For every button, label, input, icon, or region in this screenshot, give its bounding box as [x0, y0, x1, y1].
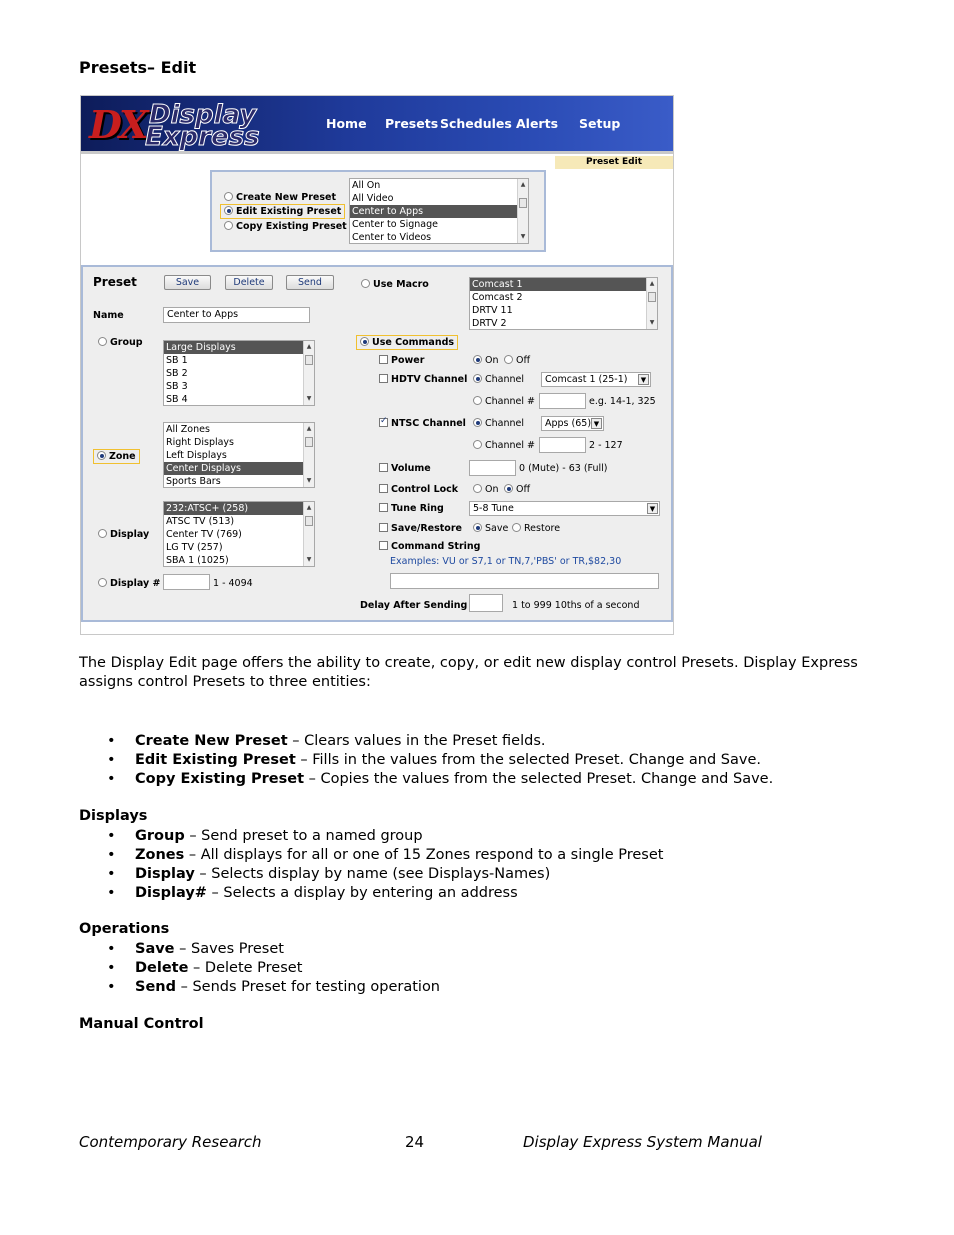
command-string-input[interactable]	[390, 573, 659, 589]
nav-schedules[interactable]: Schedules	[440, 116, 512, 131]
use-macro-option[interactable]: Use Macro	[361, 279, 429, 290]
arrow-down-icon[interactable]: ▼	[306, 477, 312, 484]
page-tab: Preset Edit	[555, 156, 673, 169]
list-item[interactable]: Center TV (769)	[166, 529, 242, 540]
volume-hint: 0 (Mute) - 63 (Full)	[519, 463, 608, 474]
radio-icon[interactable]	[361, 279, 370, 288]
arrow-up-icon[interactable]: ▲	[649, 280, 655, 287]
list-item[interactable]: DRTV 2	[472, 318, 507, 329]
scroll-thumb[interactable]	[305, 437, 313, 447]
logo-line2: Express	[145, 122, 260, 152]
displays-bullet-list	[79, 827, 663, 903]
list-item[interactable]: 232:ATSC+ (258)	[164, 502, 314, 515]
arrow-down-icon[interactable]: ▼	[306, 556, 312, 563]
nav-alerts[interactable]: Alerts	[516, 116, 559, 131]
save-restore-row[interactable]: Save/Restore	[379, 523, 462, 534]
chevron-down-icon[interactable]: ▼	[638, 374, 649, 385]
list-item: • Save – Saves Preset	[79, 940, 440, 959]
radio-icon[interactable]	[473, 374, 482, 383]
display-list[interactable]	[163, 501, 315, 567]
scrollbar[interactable]	[646, 278, 657, 329]
arrow-up-icon[interactable]: ▲	[306, 425, 312, 432]
delay-label: Delay After Sending	[360, 600, 468, 611]
preset-form-panel	[81, 265, 673, 622]
list-item[interactable]: Sports Bars	[166, 476, 221, 487]
ntsc-row[interactable]: ✓NTSC Channel	[379, 418, 466, 429]
scrollbar[interactable]	[303, 341, 314, 405]
chevron-down-icon[interactable]: ▼	[591, 418, 602, 429]
scroll-thumb[interactable]	[305, 516, 313, 526]
arrow-up-icon[interactable]: ▲	[306, 504, 312, 511]
radio-icon[interactable]	[473, 396, 482, 405]
tune-ring-select[interactable]: 5-8 Tune ▼	[469, 501, 660, 516]
lock-off-option[interactable]: Off	[504, 484, 530, 495]
arrow-down-icon[interactable]: ▼	[520, 233, 526, 240]
radio-icon[interactable]	[512, 523, 521, 532]
arrow-up-icon[interactable]: ▲	[306, 343, 312, 350]
hdtv-hint: e.g. 14-1, 325	[589, 396, 656, 407]
arrow-up-icon[interactable]: ▲	[520, 181, 526, 188]
checkbox-icon[interactable]	[379, 418, 388, 427]
scrollbar[interactable]	[303, 423, 314, 487]
list-item: • Group – Send preset to a named group	[79, 827, 663, 846]
scrollbar[interactable]	[517, 179, 528, 243]
copy-existing-option[interactable]: Copy Existing Preset	[224, 221, 347, 232]
list-item: • Delete – Delete Preset	[79, 959, 440, 978]
command-string-row[interactable]: Command String	[379, 541, 480, 552]
operations-bullet-list	[79, 940, 440, 997]
form-title: Preset	[93, 275, 137, 289]
power-off-option[interactable]: Off	[504, 355, 530, 366]
scroll-thumb[interactable]	[519, 198, 527, 208]
logo-dx: DX	[89, 102, 146, 147]
delay-hint: 1 to 999 10ths of a second	[512, 600, 640, 611]
checkbox-icon[interactable]	[379, 503, 388, 512]
list-item[interactable]: ATSC TV (513)	[166, 516, 235, 527]
list-item[interactable]: All On	[352, 180, 381, 191]
group-option[interactable]: Group	[98, 337, 143, 348]
display-num-input[interactable]	[163, 574, 210, 590]
list-item: • Send – Sends Preset for testing operation	[79, 978, 440, 997]
save-button[interactable]: Save	[164, 275, 211, 290]
radio-icon[interactable]	[98, 578, 107, 587]
nav-home[interactable]: Home	[326, 116, 367, 131]
list-item[interactable]: Center to Videos	[352, 232, 432, 243]
list-item[interactable]: Center Displays	[164, 462, 314, 475]
radio-icon[interactable]	[97, 451, 106, 460]
list-item[interactable]: SB 3	[166, 381, 188, 392]
ntsc-channel-select[interactable]: Apps (65) ▼	[541, 416, 604, 431]
delete-button[interactable]: Delete	[225, 275, 273, 290]
checkbox-icon[interactable]	[379, 541, 388, 550]
radio-icon[interactable]	[473, 523, 482, 532]
nav-presets[interactable]: Presets	[385, 116, 439, 131]
display-option[interactable]: Display	[98, 529, 149, 540]
power-row[interactable]: Power	[379, 355, 424, 366]
list-item[interactable]: Center to Signage	[352, 219, 438, 230]
list-item[interactable]: Comcast 1	[470, 278, 657, 291]
use-commands-option[interactable]: Use Commands	[356, 335, 458, 350]
ntsc-channel-num-option[interactable]: Channel #	[473, 440, 535, 451]
edit-existing-option[interactable]: Edit Existing Preset	[220, 204, 345, 219]
radio-icon[interactable]	[360, 337, 369, 346]
list-item: • Create New Preset – Clears values in the Preset fields.	[79, 732, 773, 751]
display-num-option[interactable]: Display #	[98, 578, 160, 589]
footer-right: Display Express System Manual	[523, 1133, 762, 1151]
volume-input[interactable]	[469, 460, 516, 476]
list-item: • Zones – All displays for all or one of 15 Zones respond to a single Preset	[79, 846, 663, 865]
command-examples: Examples: VU or S7,1 or TN,7,'PBS' or TR,$82,30	[390, 556, 622, 567]
restore-option[interactable]: Restore	[512, 523, 560, 534]
mode-panel	[210, 170, 546, 252]
zone-list[interactable]	[163, 422, 315, 488]
list-item[interactable]: Left Displays	[166, 450, 227, 461]
list-item[interactable]: All Video	[352, 193, 394, 204]
radio-icon[interactable]	[473, 355, 482, 364]
ntsc-channel-num-input[interactable]	[539, 437, 586, 453]
ntsc-channel-option[interactable]: Channel	[473, 418, 524, 429]
list-item[interactable]: Comcast 2	[472, 292, 523, 303]
scrollbar[interactable]	[303, 502, 314, 566]
list-item[interactable]: Center to Apps	[350, 205, 528, 218]
preset-list[interactable]	[349, 178, 529, 244]
arrow-down-icon[interactable]: ▼	[649, 319, 655, 326]
operations-heading: Operations	[79, 921, 170, 937]
page-number: 24	[405, 1133, 425, 1151]
radio-icon[interactable]	[224, 206, 233, 215]
ntsc-hint: 2 - 127	[589, 440, 623, 451]
zone-option[interactable]: Zone	[93, 449, 140, 464]
list-item[interactable]: LG TV (257)	[166, 542, 223, 553]
app-banner	[81, 96, 673, 154]
logo-line1: Display	[149, 100, 257, 130]
list-item[interactable]: Large Displays	[164, 341, 314, 354]
hdtv-row[interactable]: HDTV Channel	[379, 374, 467, 385]
chevron-down-icon[interactable]: ▼	[647, 503, 658, 514]
checkbox-icon[interactable]	[379, 484, 388, 493]
hdtv-channel-num-input[interactable]	[539, 393, 586, 409]
send-button[interactable]: Send	[286, 275, 334, 290]
control-lock-row[interactable]: Control Lock	[379, 484, 458, 495]
save-option[interactable]: Save	[473, 523, 508, 534]
tune-ring-row[interactable]: Tune Ring	[379, 503, 444, 514]
radio-icon[interactable]	[473, 484, 482, 493]
hdtv-channel-option[interactable]: Channel	[473, 374, 524, 385]
radio-icon[interactable]	[504, 484, 513, 493]
name-label: Name	[93, 310, 124, 321]
list-item[interactable]: Right Displays	[166, 437, 235, 448]
group-list[interactable]	[163, 340, 315, 406]
page-heading: Presets– Edit	[79, 58, 197, 77]
hdtv-channel-num-option[interactable]: Channel #	[473, 396, 535, 407]
checkbox-icon[interactable]	[379, 463, 388, 472]
checkbox-icon[interactable]	[379, 374, 388, 383]
list-item[interactable]: DRTV 11	[472, 305, 513, 316]
list-item: • Display# – Selects a display by entering an address	[79, 884, 663, 903]
mode-bullet-list	[79, 732, 773, 789]
radio-icon[interactable]	[504, 355, 513, 364]
checkbox-icon[interactable]	[379, 523, 388, 532]
display-num-hint: 1 - 4094	[213, 578, 253, 589]
radio-icon[interactable]	[473, 440, 482, 449]
scroll-thumb[interactable]	[305, 355, 313, 365]
footer-left: Contemporary Research	[79, 1133, 262, 1151]
manual-control-heading: Manual Control	[79, 1016, 204, 1032]
nav-setup[interactable]: Setup	[579, 116, 621, 131]
radio-icon[interactable]	[224, 221, 233, 230]
checkbox-icon[interactable]	[379, 355, 388, 364]
radio-icon[interactable]	[224, 192, 233, 201]
scroll-thumb[interactable]	[648, 292, 656, 302]
power-on-option[interactable]: On	[473, 355, 499, 366]
delay-input[interactable]	[469, 594, 503, 612]
radio-icon[interactable]	[98, 337, 107, 346]
hdtv-channel-select[interactable]: Comcast 1 (25-1) ▼	[541, 372, 651, 387]
intro-paragraph: The Display Edit page offers the ability to create, copy, or edit new display control Presets. Display Express assigns control Presets to three entities:	[79, 655, 858, 690]
arrow-down-icon[interactable]: ▼	[306, 395, 312, 402]
radio-icon[interactable]	[98, 529, 107, 538]
list-item: • Edit Existing Preset – Fills in the values from the selected Preset. Change and Save.	[79, 751, 773, 770]
create-new-option[interactable]: Create New Preset	[224, 192, 336, 203]
list-item[interactable]: SB 4	[166, 394, 188, 405]
name-input[interactable]: Center to Apps	[163, 307, 310, 323]
macro-list[interactable]	[469, 277, 658, 330]
displays-heading: Displays	[79, 808, 148, 824]
screenshot-frame	[80, 95, 674, 635]
list-item[interactable]: SB 2	[166, 368, 188, 379]
list-item[interactable]: SBA 1 (1025)	[166, 555, 229, 566]
volume-row[interactable]: Volume	[379, 463, 431, 474]
list-item: • Copy Existing Preset – Copies the values from the selected Preset. Change and Save.	[79, 770, 773, 789]
list-item[interactable]: SB 1	[166, 355, 188, 366]
radio-icon[interactable]	[473, 418, 482, 427]
list-item[interactable]: All Zones	[166, 424, 210, 435]
list-item: • Display – Selects display by name (see Displays-Names)	[79, 865, 663, 884]
lock-on-option[interactable]: On	[473, 484, 499, 495]
